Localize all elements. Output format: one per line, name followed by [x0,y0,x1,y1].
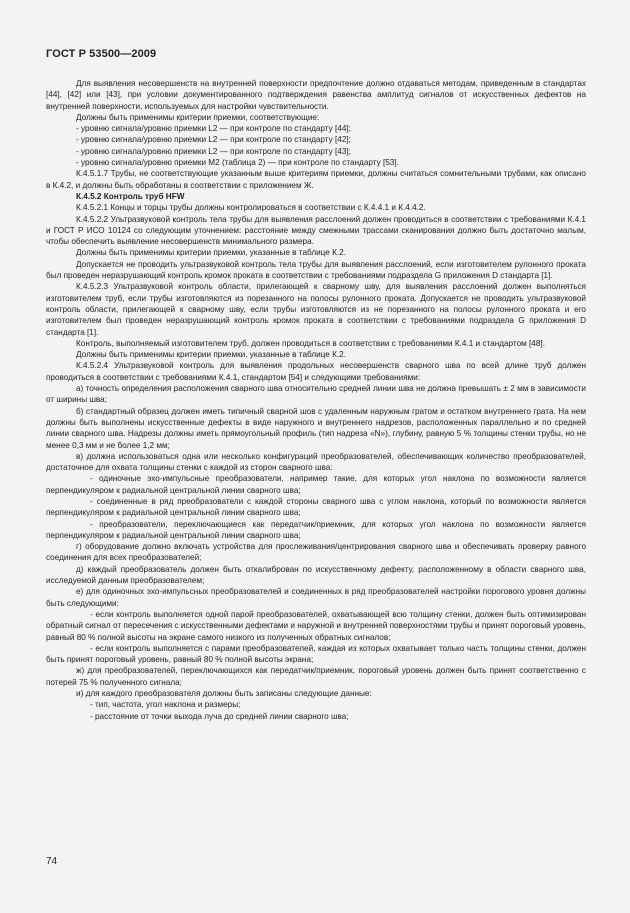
paragraph: - уровню сигнала/уровню приемки М2 (таблица 2) — при контроле по стандарту [53]. [76,158,399,168]
paragraph: - одиночные эхо-импульсные преобразователи, например такие, для которых угол наклона по возможности является перпендикуляром к радиальной центральной линии сварного шва; [46,474,586,495]
paragraph: Должны быть применимы критерии приемки, указанные в таблице К.2. [76,350,346,360]
paragraph: а) точность определения расположения сварного шва относительно средней линии шва не должна превышать ± 2 мм в зависимости от ширины шва; [46,384,586,405]
paragraph: К.4.5.2.3 Ультразвуковой контроль области, прилегающей к сварному шву, для выявления расслоений должен выполняться изготовителем труб, если трубы изготовляются из порезанного на полосы рулонного проката. Допускается не проводить ультразвуковой контроль области, прилегающей к сварному шву, если трубы изготовляются из не порезанного на полосы рулонного проката и его изготовителем был проведен неразрушающий контроль кромок проката в соответствии с требованиями подраздела G приложения D стандарта [1]. [46,282,586,337]
paragraph: Для выявления несовершенств на внутренней поверхности предпочтение должно отдаваться методам, приведенным в стандартах [44], [42] или [43], при условии документированного подтверждения равенства амплитуд сигналов от искусственных дефектов на внутренней поверхности, используемых для настройки чувствительности. [46,79,586,111]
page-number: 74 [46,856,58,867]
paragraph: К.4.5.1.7 Трубы, не соответствующие указанным выше критериям приемки, должны считаться сомнительными трубами, как описано в К.4.2, и должны быть обработаны в соответствии с приложением Ж. [46,169,586,190]
paragraph: Контроль, выполняемый изготовителем труб, должен проводиться в соответствии с требованиями К.4.1 и стандартом [48]. [76,338,545,348]
paragraph: е) для одиночных эхо-импульсных преобразователей и соединенных в ряд преобразователей настройки порогового уровня должны быть следующими: [46,587,586,608]
paragraph: - соединенные в ряд преобразователи с каждой стороны сварного шва с углом наклона, который по возможности является перпендикуляром к радиальной центральной линии сварного шва; [46,496,586,518]
standard-header: ГОСТ Р 53500—2009 [46,48,157,60]
paragraph: Должны быть применимы критерии приемки, соответствующие: [76,112,320,122]
paragraph: - если контроль выполняется с парами преобразователей, каждая из которых охватывает только часть толщины стенки, должен быть принят пороговый уровень, равный 80 % полной высоты экрана; [46,643,586,665]
paragraph: К.4.5.2.1 Концы и торцы трубы должны контролироваться в соответствии с К.4.4.1 и К.4.4.2. [76,203,426,213]
paragraph: - уровню сигнала/уровню приемки L2 — при контроле по стандарту [43]; [76,146,351,156]
paragraph: - тип, частота, угол наклона и размеры; [90,700,241,710]
paragraph: - уровню сигнала/уровню приемки L2 — при контроле по стандарту [42]; [76,135,351,145]
paragraph: - уровню сигнала/уровню приемки L2 — при контроле по стандарту [44]; [76,124,351,134]
paragraph: Допускается не проводить ультразвуковой контроль тела трубы для выявления расслоений, если изготовителем рулонного проката был проведен неразрушающий контроль кромок проката в соответствии с требованиями подраздела G приложения D стандарта [1]. [46,259,586,281]
paragraph: К.4.5.2.4 Ультразвуковой контроль для выявления продольных несовершенств сварного шва по всей длине труб должен проводиться в соответствии с требованиями К.4.1, стандартом [54] и следующими требованиями: [46,361,586,382]
paragraph: - расстояние от точки выхода луча до средней линии сварного шва; [90,711,349,721]
paragraph: г) оборудование должно включать устройства для прослеживания/центрирования сварного шва и обеспечивать проверку равного соединения для всех преобразователей; [46,542,586,563]
paragraph: К.4.5.2 Контроль труб HFW [76,191,185,201]
paragraph: К.4.5.2.2 Ультразвуковой контроль тела трубы для выявления расслоений должен проводиться в соответствии с требованиями К.4.1 и ГОСТ Р ИСО 10124 со следующим уточнением: расстояние между смежными трассами сканирования должно быть достаточно малым, чтобы обеспечить выявление несовершенств минимального размера. [46,214,586,247]
paragraph: Должны быть применимы критерии приемки, указанные в таблице К.2. [76,248,346,258]
paragraph: и) для каждого преобразователя должны быть записаны следующие данные: [76,689,372,699]
paragraph: в) должна использоваться одна или несколько конфигураций преобразователей, обеспечивающих количество преобразователей, достаточное для охвата толщины стенки с каждой из сторон сварного шва: [46,451,586,473]
paragraph: ж) для преобразователей, переключающихся как передатчик/приемник, пороговый уровень должен быть принят соответственно с потерей 75 % полученного сигнала; [46,666,586,687]
document-body [46,78,586,722]
paragraph: д) каждый преобразователь должен быть откалиброван по искусственному дефекту, расположенному в области сварного шва, исследуемой данным преобразователем; [46,564,586,586]
paragraph: - преобразователи, переключающиеся как передатчик/приемник, для которых угол наклона по возможности является перпендикуляром к радиальной центральной линии сварного шва; [46,519,586,540]
paragraph: б) стандартный образец должен иметь типичный сварной шов с удаленным наружным гратом и остатком внутреннего грата. На нем должны быть выполнены искусственные дефекты в виде наружного и внутреннего надрезов, расположенных параллельно и по средней линии сварного шва. Надрезы должны иметь прямоугольный профиль (тип надреза «N»), глубину, равную 5 % толщины стенки трубы, но не менее 0,3 мм и не более 1,2 мм; [46,406,586,450]
paragraph: - если контроль выполняется одной парой преобразователей, охватывающей всю толщину стенки, должен быть оптимизирован обратный сигнал от пересечения с искусственными дефектами и наружной и внутренней поверхностями трубы и принят пороговый уровень, равный 80 % полной высоты на экране самого низкого из полученных обратных сигналов; [46,609,586,642]
